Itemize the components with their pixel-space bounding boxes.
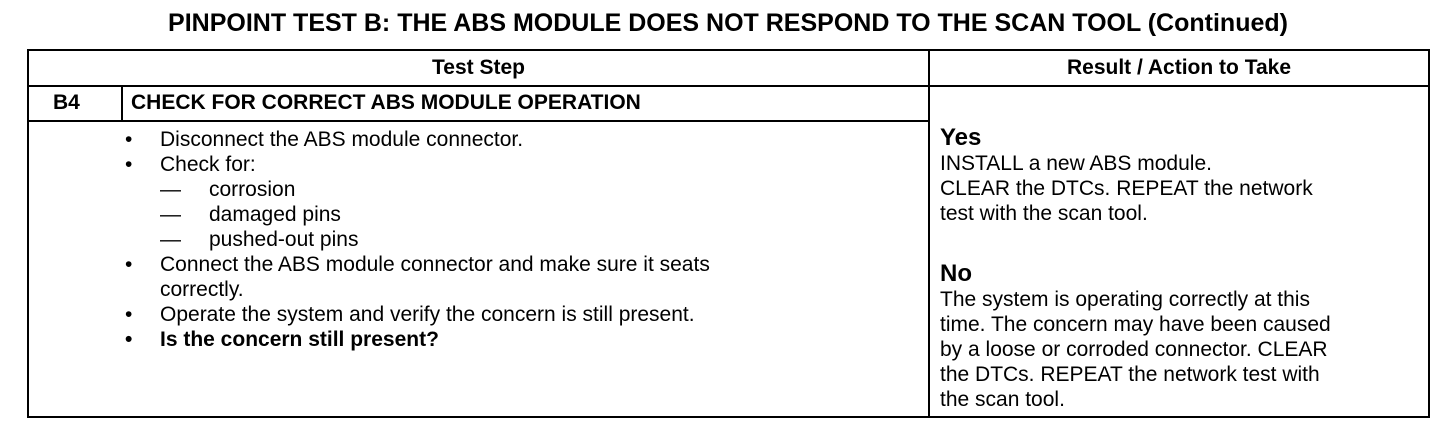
check-text: damaged pins: [209, 203, 341, 226]
list-item: [123, 127, 710, 152]
list-item: [123, 302, 710, 327]
bullet-icon: •: [125, 328, 133, 351]
dash-icon: —: [160, 178, 181, 201]
list-item: [123, 327, 710, 352]
header-result-action: Result / Action to Take: [1066, 56, 1292, 79]
bullet-icon: •: [125, 303, 133, 326]
result-line: time. The concern may have been caused: [940, 313, 1331, 336]
step-text: Check for:: [160, 153, 256, 176]
header-divider: [29, 85, 1428, 87]
result-line: The system is operating correctly at this: [940, 288, 1310, 311]
result-label: No: [940, 260, 972, 287]
step-instructions: [123, 127, 710, 352]
result-line: the DTCs. REPEAT the network test with: [940, 363, 1320, 386]
result-line: the scan tool.: [940, 388, 1065, 411]
list-item: [160, 227, 710, 252]
step-text: Operate the system and verify the concern is still present.: [160, 303, 695, 326]
dash-icon: —: [160, 203, 181, 226]
list-item: [160, 202, 710, 227]
result-line: CLEAR the DTCs. REPEAT the network: [940, 177, 1313, 200]
result-line: INSTALL a new ABS module.: [940, 152, 1212, 175]
result-no: [940, 261, 1331, 412]
result-yes: [940, 125, 1313, 226]
result-label: Yes: [940, 124, 982, 151]
step-text: Disconnect the ABS module connector.: [160, 128, 524, 151]
result-line: test with the scan tool.: [940, 202, 1148, 225]
bullet-icon: •: [125, 253, 133, 276]
pinpoint-test-table: [27, 49, 1430, 418]
result-line: by a loose or corroded connector. CLEAR: [940, 338, 1328, 361]
list-item: [123, 252, 710, 302]
check-text: pushed-out pins: [209, 228, 359, 251]
check-text: corrosion: [209, 178, 296, 201]
bullet-icon: •: [125, 153, 133, 176]
step-title: CHECK FOR CORRECT ABS MODULE OPERATION: [131, 91, 641, 114]
step-id: B4: [53, 91, 80, 114]
check-list: [160, 177, 710, 252]
page-title: PINPOINT TEST B: THE ABS MODULE DOES NOT RESPOND TO THE SCAN TOOL (Continued): [168, 9, 1288, 37]
list-item: [160, 177, 710, 202]
column-divider: [928, 51, 930, 416]
step-title-divider: [29, 120, 928, 122]
dash-icon: —: [160, 228, 181, 251]
list-item: [123, 152, 710, 252]
step-text-wrap: correctly.: [160, 278, 244, 301]
step-id-divider: [121, 85, 123, 122]
bullet-icon: •: [125, 128, 133, 151]
step-text: Connect the ABS module connector and make sure it seats: [160, 253, 710, 276]
header-test-step: Test Step: [432, 56, 525, 79]
step-question: Is the concern still present?: [160, 328, 439, 351]
